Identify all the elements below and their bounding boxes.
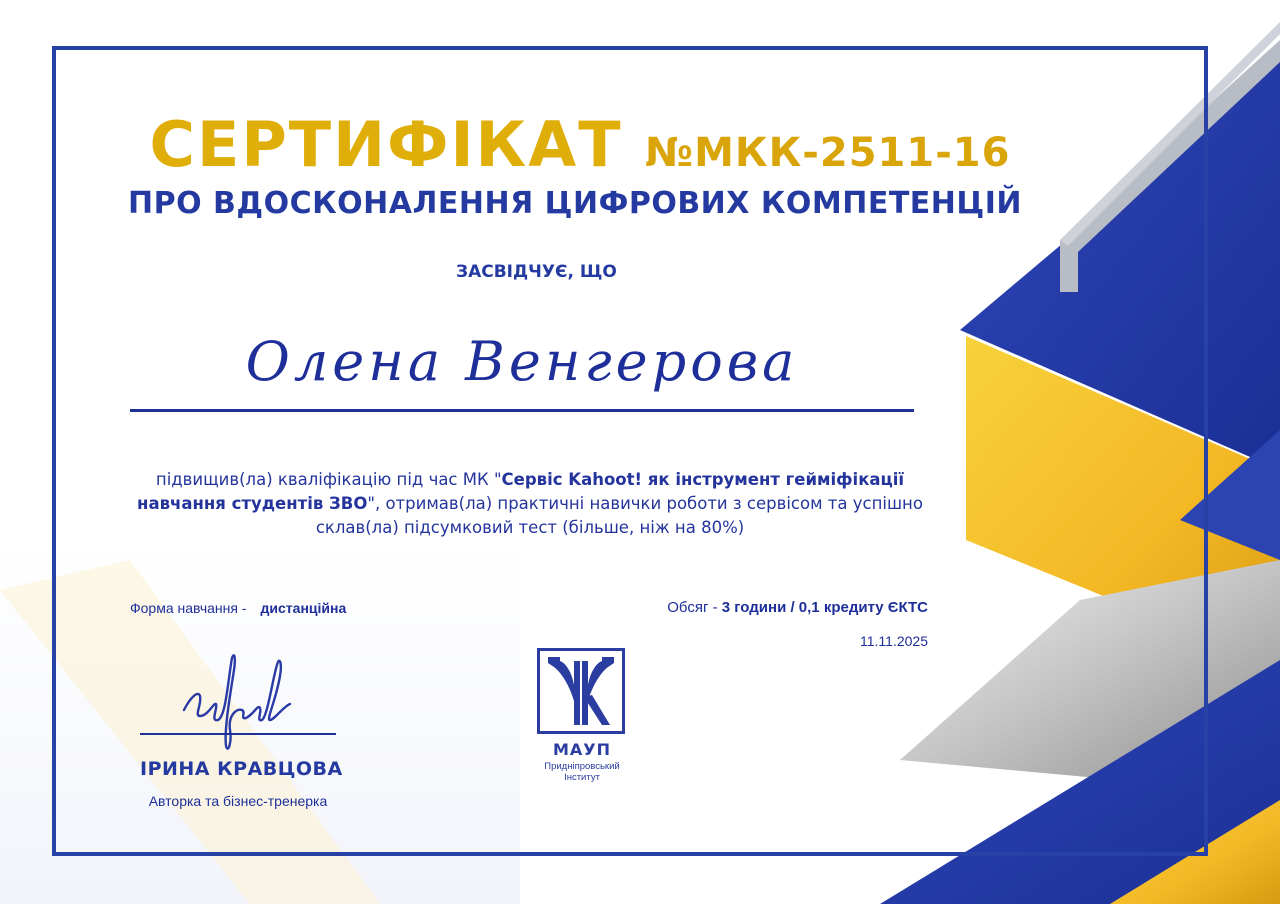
logo-name: МАУП	[552, 740, 612, 759]
institute-logo	[536, 648, 632, 788]
certificate-body	[112, 468, 948, 540]
logo-subtitle-line-2: Інститут	[564, 772, 600, 783]
study-form-value: дистанційна	[260, 600, 347, 616]
certifies-text: ЗАСВІДЧУЄ, ЩО	[456, 262, 617, 282]
logo-subtitle-line-1: Придніпровський	[544, 761, 620, 772]
body-part-1: підвищив(ла) кваліфікацію під час МК "	[155, 470, 502, 489]
course-title: Сервіс Kahoot! як інструмент гейміфікації навчання студентів ЗВО	[137, 470, 905, 513]
signer-role: Авторка та бізнес-тренерка	[148, 793, 328, 809]
certificate-title: СЕРТИФІКАТ	[149, 108, 623, 181]
signature-line	[140, 733, 336, 735]
signature-image	[170, 650, 310, 760]
volume-label: Обсяг -	[667, 599, 722, 616]
study-form	[130, 600, 346, 616]
study-form-label: Форма навчання -	[130, 600, 247, 616]
body-part-2: ", отримав(ла) практичні навички роботи з сервісом та успішно склав(ла) підсумковий тест (більше, ніж на 80%)	[315, 494, 923, 537]
title-row	[0, 108, 1160, 181]
certificate-number: №МКК-2511-16	[644, 130, 1011, 176]
logo-emblem-icon	[540, 651, 622, 731]
logo-emblem	[537, 648, 625, 734]
volume-value: 3 години / 0,1 кредиту ЄКТС	[721, 599, 928, 616]
recipient-name: Олена Венгерова	[245, 330, 799, 393]
certificate-subtitle: ПРО ВДОСКОНАЛЕННЯ ЦИФРОВИХ КОМПЕТЕНЦІЙ	[127, 186, 1023, 221]
recipient-name-underline	[130, 409, 914, 412]
issue-date: 11.11.2025	[860, 633, 928, 649]
course-volume	[667, 599, 928, 616]
logo-subtitle	[536, 761, 628, 783]
signer-name: ІРИНА КРАВЦОВА	[140, 758, 343, 780]
